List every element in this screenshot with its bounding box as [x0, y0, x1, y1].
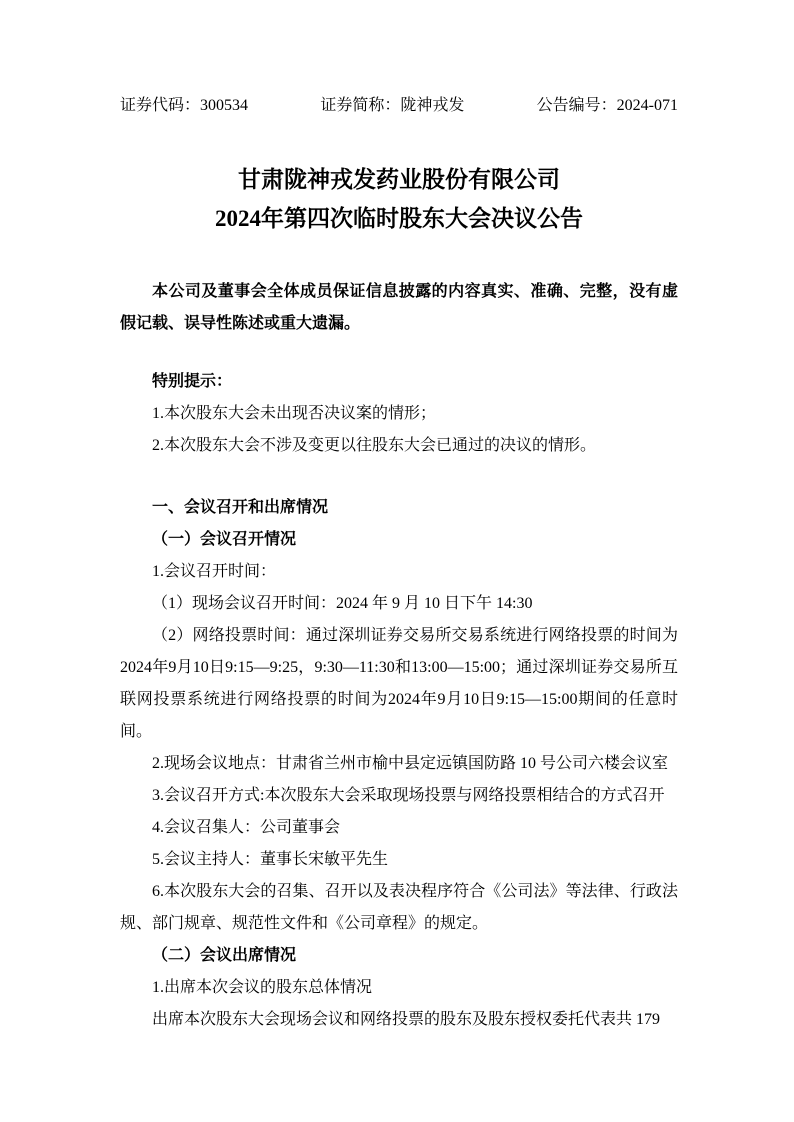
- stock-name: 证券简称：陇神戎发: [320, 97, 465, 114]
- paragraph: 1.会议召开时间：: [152, 563, 277, 580]
- section-heading: 特别提示：: [152, 373, 233, 390]
- paragraph: 2.本次股东大会不涉及变更以往股东大会已通过的决议的情形。: [152, 437, 597, 454]
- paragraph: 1.出席本次会议的股东总体情况: [152, 979, 373, 996]
- company-name-title: 甘肃陇神戎发药业股份有限公司: [238, 167, 560, 192]
- paragraph: 3.会议召开方式:本次股东大会采取现场投票与网络投票相结合的方式召开: [152, 787, 665, 804]
- stock-code: 证券代码：300534: [120, 97, 249, 114]
- section-heading: （二）会议出席情况: [152, 947, 297, 964]
- document-body: [120, 366, 678, 1036]
- paragraph: 4.会议召集人：公司董事会: [152, 819, 341, 836]
- announcement-number: 公告编号：2024-071: [536, 97, 678, 114]
- document-header: [120, 96, 678, 116]
- paragraph: 2.现场会议地点：甘肃省兰州市榆中县定远镇国防路 10 号公司六楼会议室: [152, 755, 669, 772]
- title-block: [120, 160, 678, 238]
- paragraph: （1）现场会议召开时间：2024 年 9 月 10 日下午 14:30: [152, 595, 533, 612]
- section-heading: 一、会议召开和出席情况: [152, 499, 329, 516]
- paragraph: （2）网络投票时间：通过深圳证券交易所交易系统进行网络投票的时间为2024年9月10日9:15—9:25，9:30—11:30和13:00—15:00；通过深圳证券交易所互联网投票系统进行网络投票的时间为2024年9月10日9:15—15:00期间的任意时间。: [120, 627, 678, 740]
- announcement-title: 2024年第四次临时股东大会决议公告: [215, 206, 583, 231]
- paragraph: 5.会议主持人：董事长宋敏平先生: [152, 851, 389, 868]
- paragraph: 出席本次股东大会现场会议和网络投票的股东及股东授权委托代表共 179: [152, 1011, 661, 1028]
- paragraph: 1.本次股东大会未出现否决议案的情形；: [152, 405, 437, 422]
- disclaimer-statement: 本公司及董事会全体成员保证信息披露的内容真实、准确、完整，没有虚假记载、误导性陈述或重大遗漏。: [120, 283, 678, 332]
- section-heading: （一）会议召开情况: [152, 531, 297, 548]
- paragraph: 6.本次股东大会的召集、召开以及表决程序符合《公司法》等法律、行政法规、部门规章、规范性文件和《公司章程》的规定。: [120, 883, 678, 932]
